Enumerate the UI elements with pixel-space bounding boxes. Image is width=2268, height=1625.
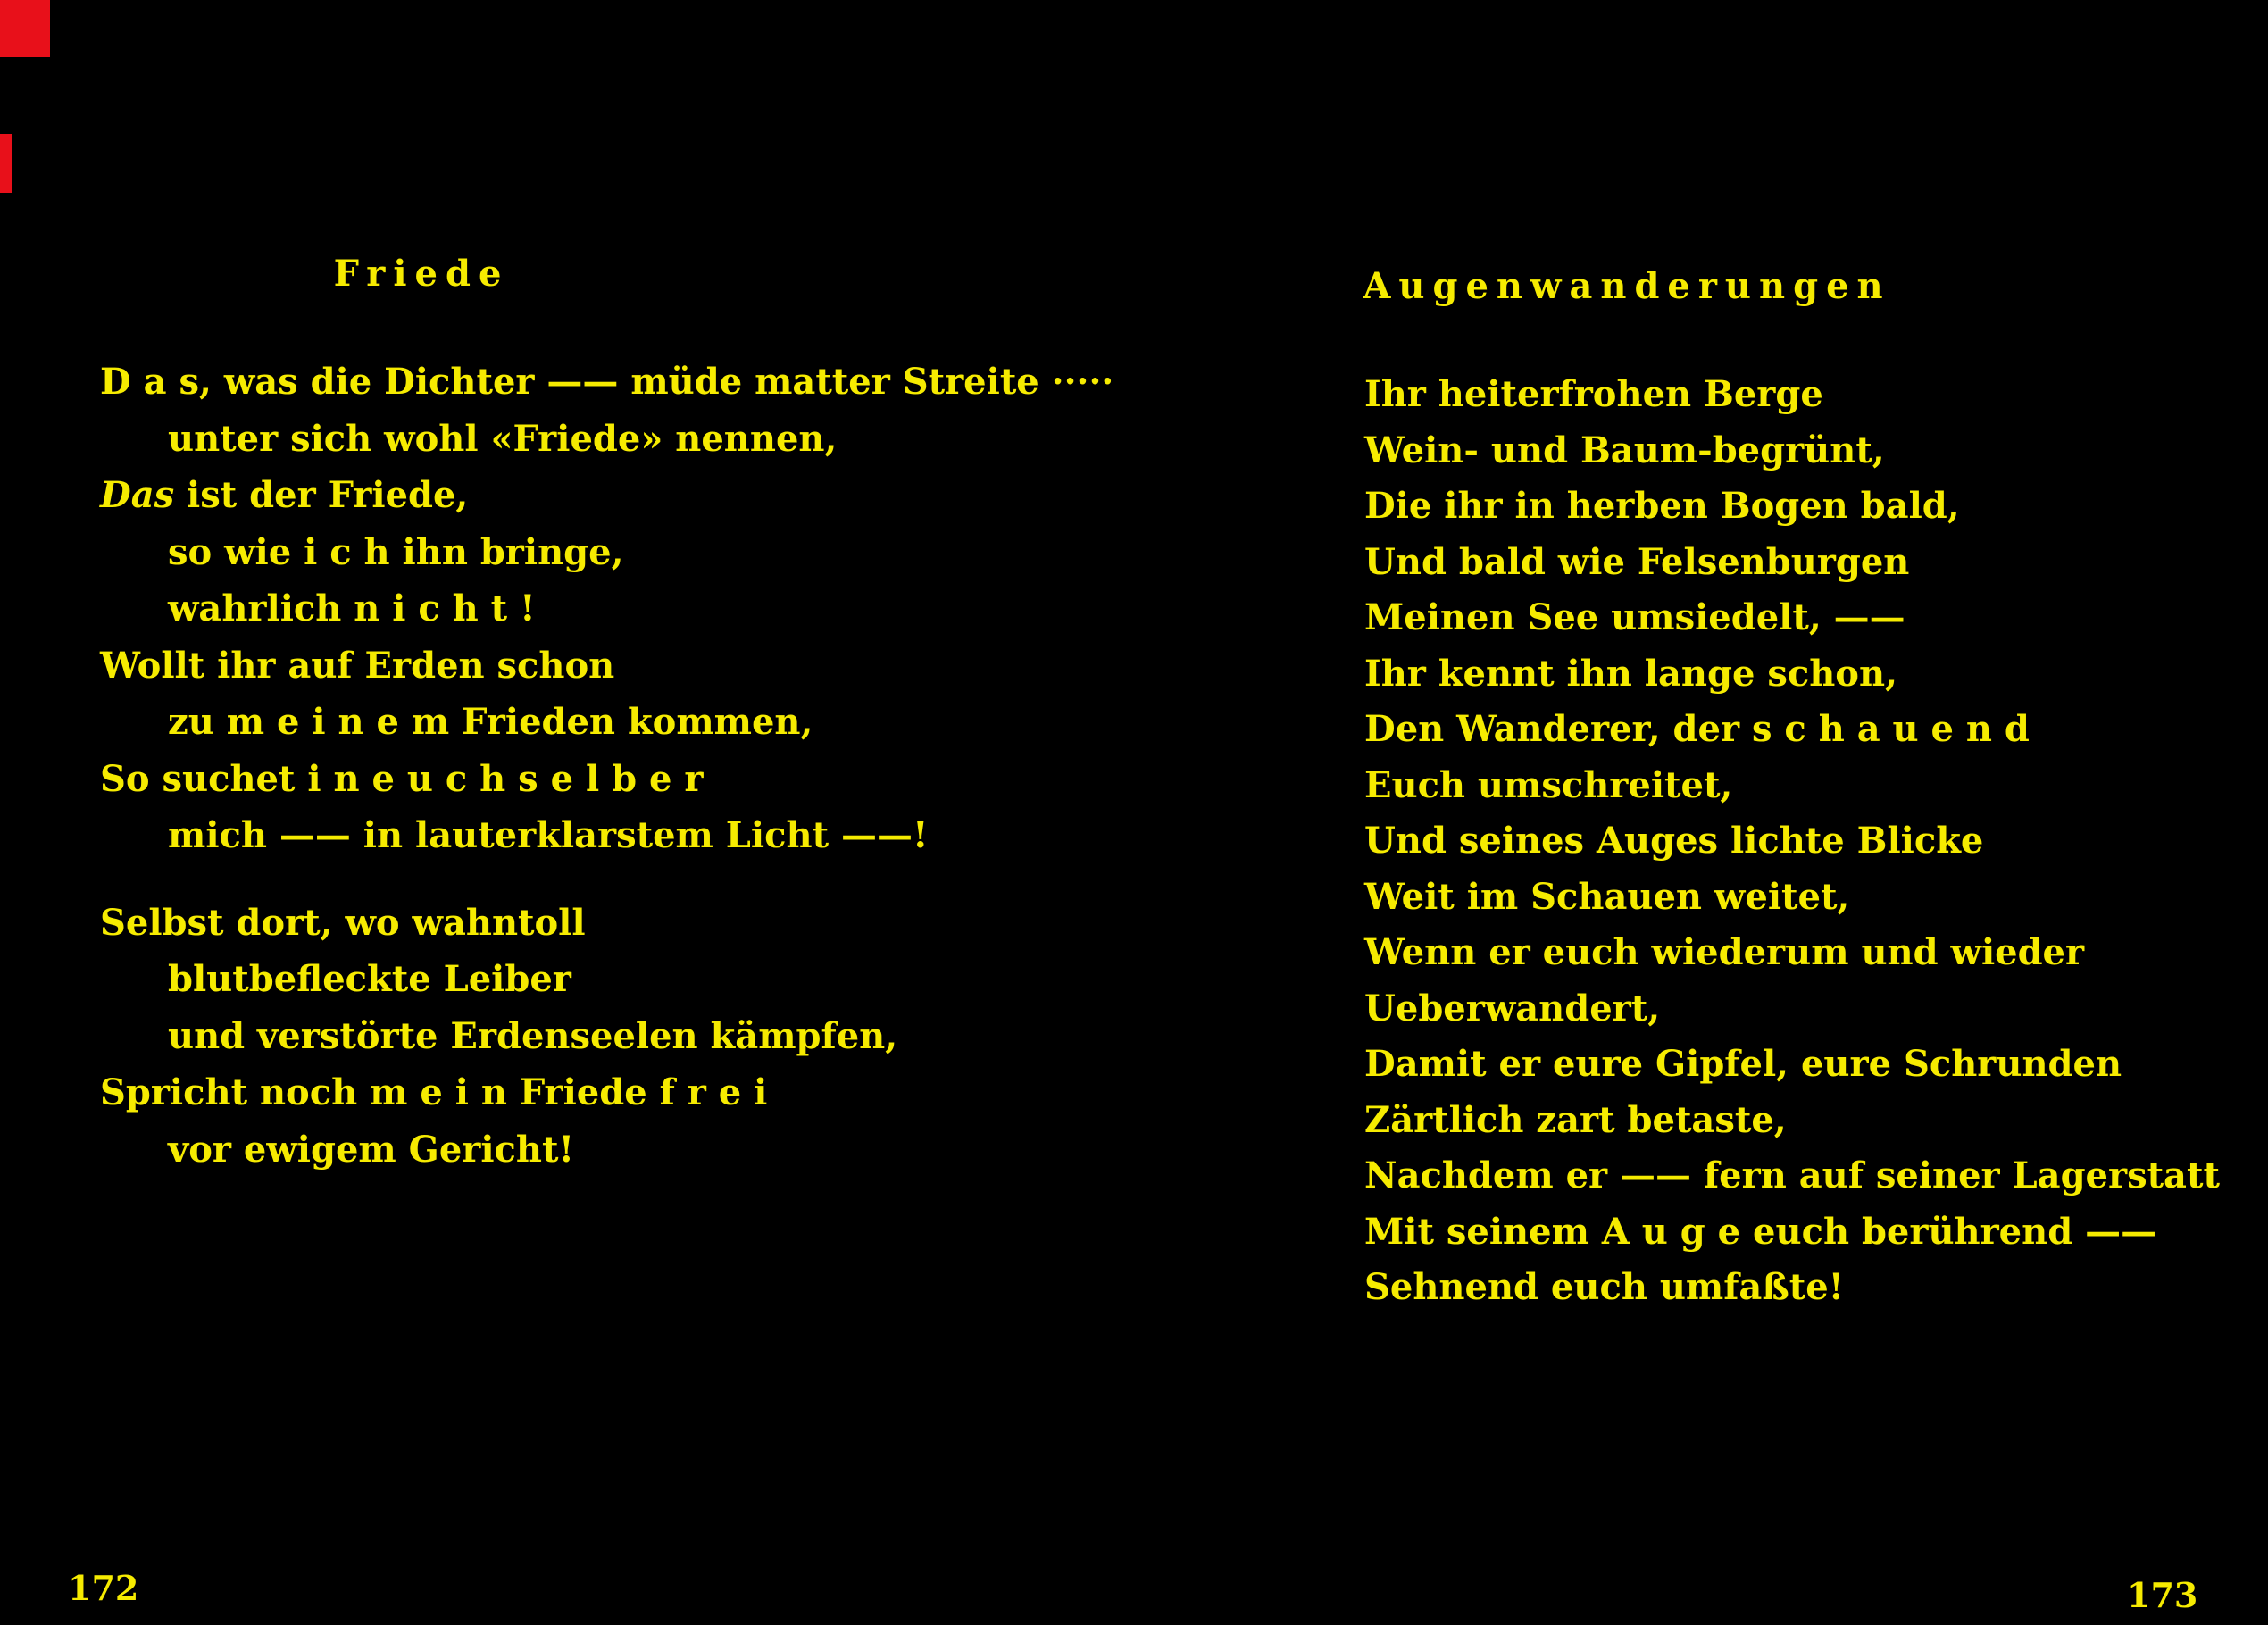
poem-line: Euch umschreitet,: [1364, 763, 1733, 806]
poem-line: Und seines Auges lichte Blicke: [1364, 820, 1984, 862]
scan-edge-red-mark-top: [0, 0, 50, 57]
poem-line: Und bald wie Felsenburgen: [1364, 540, 1910, 583]
poem-line: wahrlich n i c h t !: [168, 588, 536, 629]
poem-line: und verstörte Erdenseelen kämpfen,: [168, 1014, 898, 1057]
poem-line: Die ihr in herben Bogen bald,: [1364, 485, 1960, 527]
poem-line: Wein- und Baum-begrünt,: [1364, 429, 1885, 471]
poem-line: Den Wanderer, der s c h a u e n d: [1364, 708, 2030, 750]
poem-line: Zärtlich zart betaste,: [1364, 1098, 1787, 1141]
poem-line: Meinen See umsiedelt, ——: [1364, 596, 1905, 638]
left-poem-title: Friede: [333, 253, 510, 295]
left-poem-body: [100, 354, 1113, 1178]
poem-line: Wollt ihr auf Erden schon: [100, 644, 615, 687]
poem-line: Ueberwandert,: [1364, 987, 1661, 1029]
poem-line: Damit er eure Gipfel, eure Schrunden: [1364, 1043, 2122, 1085]
poem-line: D a s, was die Dichter —— müde matter Streite ·····: [100, 361, 1114, 403]
poem-line: Ihr heiterfrohen Berge: [1364, 373, 1823, 415]
poem-line: Selbst dort, wo wahntoll: [100, 901, 586, 944]
poem-line: so wie i c h ihn bringe,: [168, 530, 624, 573]
poem-line: Das ist der Friede,: [100, 474, 469, 516]
poem-line: Nachdem er —— fern auf seiner Lagerstatt: [1364, 1154, 2220, 1196]
right-poem-body: [1364, 367, 2220, 1316]
poem-line: mich —— in lauterklarstem Licht ——!: [168, 814, 929, 856]
scan-edge-red-mark-lower: [0, 134, 12, 193]
right-poem-title: Augenwanderungen: [1363, 265, 1891, 307]
left-page-number: 172: [68, 1568, 139, 1608]
poem-line: So suchet i n e u c h s e l b e r: [100, 757, 704, 800]
poem-line: Sehnend euch umfaßte!: [1364, 1266, 1845, 1308]
poem-line: vor ewigem Gericht!: [168, 1128, 575, 1171]
poem-line: blutbefleckte Leiber: [168, 958, 571, 1000]
poem-line: zu m e i n e m Frieden kommen,: [168, 701, 813, 743]
poem-line: Ihr kennt ihn lange schon,: [1364, 652, 1897, 695]
poem-line: Mit seinem A u g e euch berührend ——: [1364, 1210, 2157, 1253]
right-page-number: 173: [2127, 1575, 2198, 1615]
poem-line: unter sich wohl «Friede» nennen,: [168, 417, 838, 460]
poem-line: Wenn er euch wiederum und wieder: [1364, 931, 2085, 973]
poem-line: Weit im Schauen weitet,: [1364, 875, 1850, 918]
poem-line: Spricht noch m e i n Friede f r e i: [100, 1071, 768, 1113]
